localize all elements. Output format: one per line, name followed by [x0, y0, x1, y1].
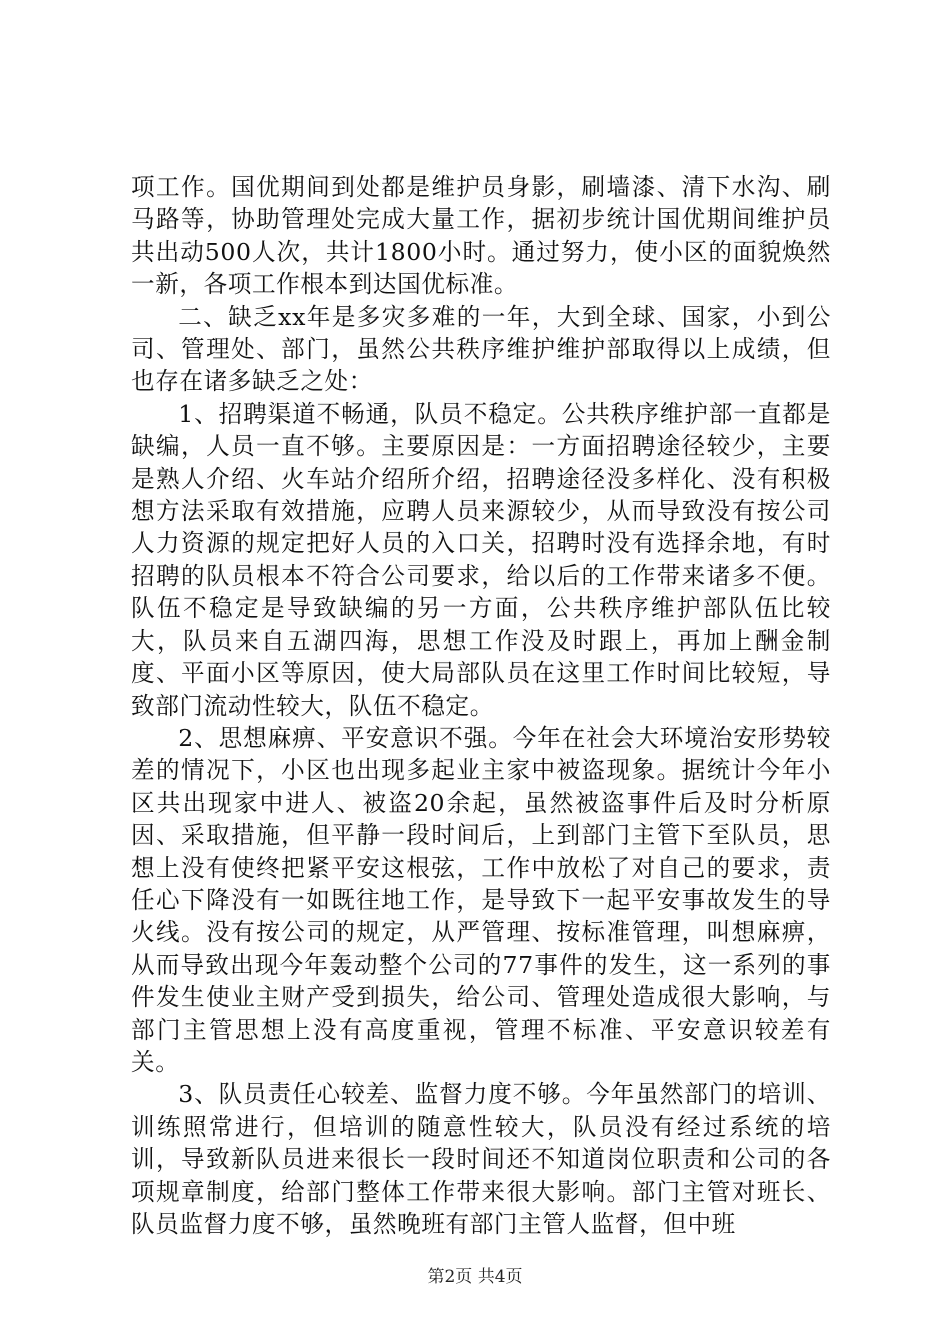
page-footer	[0, 1262, 950, 1287]
paragraph-recruitment: 1、招聘渠道不畅通，队员不稳定。公共秩序维护部一直都是缺编，人员一直不够。主要原因是：一方面招聘途径较少，主要是熟人介绍、火车站介绍所介绍，招聘途径没多样化、没有积极想方法采取有效措施，应聘人员来源较少，从而导致没有按公司人力资源的规定把好人员的入口关，招聘时没有选择余地，有时招聘的队员根本不符合公司要求，给以后的工作带来诸多不便。队伍不稳定是导致缺编的另一方面，公共秩序维护部队伍比较大，队员来自五湖四海，思想工作没及时跟上，再加上酬金制度、平面小区等原因，使大局部队员在这里工作时间比较短，导致部门流动性较大，队伍不稳定。	[131, 399, 831, 720]
page-number: 第2页 共4页	[427, 1267, 523, 1287]
paragraph-continuation: 项工作。国优期间到处都是维护员身影，刷墙漆、清下水沟、刷马路等，协助管理处完成大量工作，据初步统计国优期间维护员共出动500人次，共计1800小时。通过努力，使小区的面貌焕然一新，各项工作根本到达国优标准。	[131, 173, 831, 299]
paragraph-safety-awareness: 2、思想麻痹、平安意识不强。今年在社会大环境治安形势较差的情况下，小区也出现多起业主家中被盗现象。据统计今年小区共出现家中进人、被盗20余起，虽然被盗事件后及时分析原因、采取措施，但平静一段时间后，上到部门主管下至队员，思想上没有使终把紧平安这根弦，工作中放松了对自己的要求，责任心下降没有一如既往地工作，是导致下一起平安事故发生的导火线。没有按公司的规定，从严管理、按标准管理，叫想麻痹，从而导致出现今年轰动整个公司的77事件的发生，这一系列的事件发生使业主财产受到损失，给公司、管理处造成很大影响，与部门主管思想上没有高度重视，管理不标准、平安意识较差有关。	[131, 723, 831, 1076]
paragraph-shortcomings-intro: 二、缺乏xx年是多灾多难的一年，大到全球、国家，小到公司、管理处、部门，虽然公共秩序维护维护部取得以上成绩，但也存在诸多缺乏之处：	[131, 302, 831, 396]
paragraph-responsibility: 3、队员责任心较差、监督力度不够。今年虽然部门的培训、训练照常进行，但培训的随意性较大，队员没有经过系统的培训，导致新队员进来很长一段时间还不知道岗位职责和公司的各项规章制度，给部门整体工作带来很大影响。部门主管对班长、队员监督力度不够，虽然晚班有部门主管人监督，但中班	[131, 1080, 831, 1238]
document-body	[131, 171, 831, 1240]
